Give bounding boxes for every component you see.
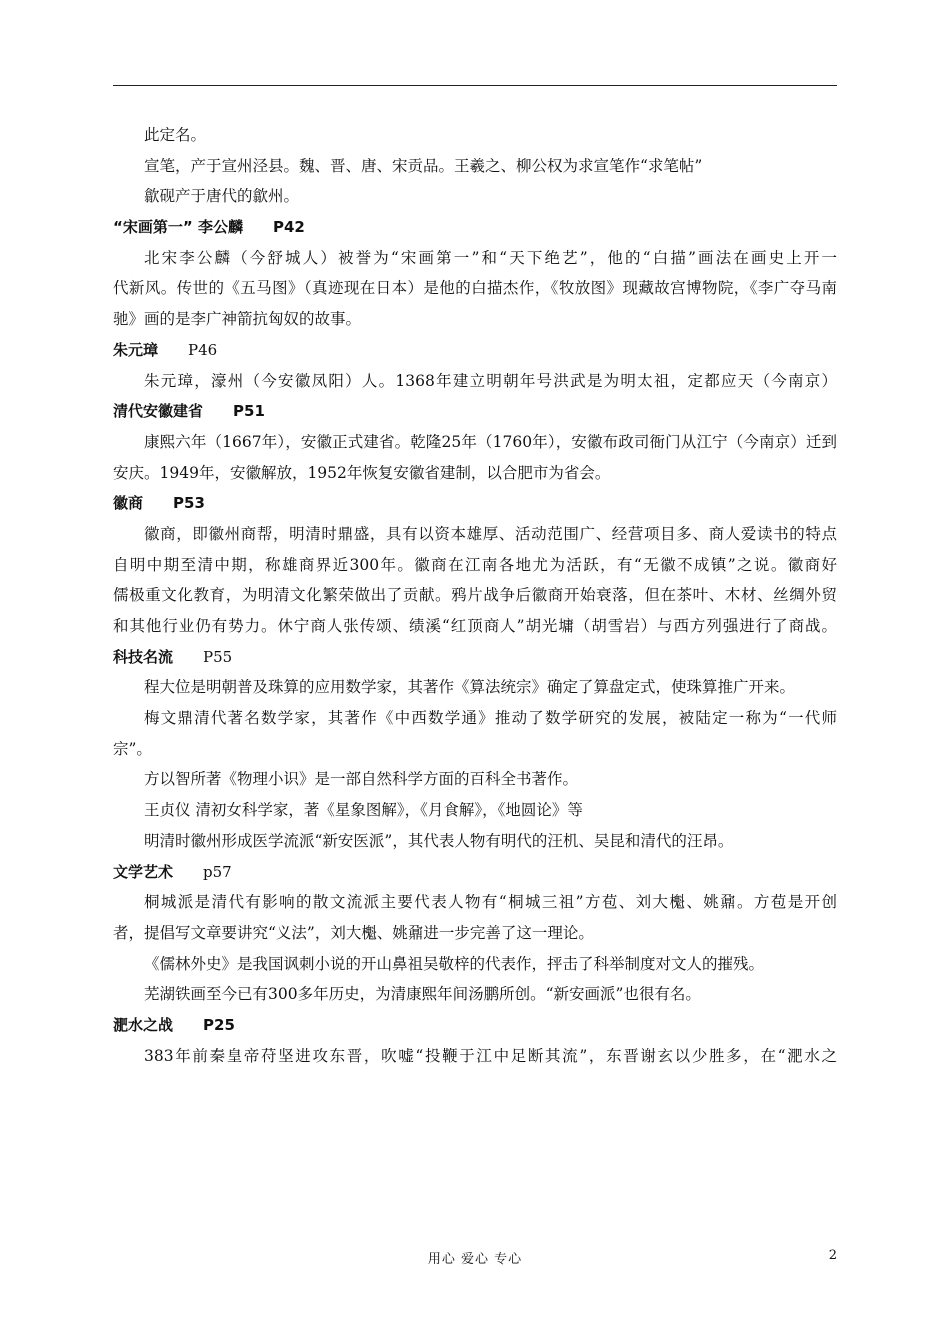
paragraph-continuation-line: 安庆。1949年，安徽解放，1952年恢复安徽省建制，以合肥市为省会。 bbox=[113, 463, 611, 482]
section-page-ref: P55 bbox=[203, 647, 233, 666]
section-page-ref: P53 bbox=[173, 494, 205, 513]
footer-motto: 用心 爱心 专心 bbox=[427, 1252, 523, 1267]
section-heading bbox=[113, 335, 837, 366]
paragraph-continuation-line: 宗”。 bbox=[113, 739, 152, 758]
section-page-ref: P51 bbox=[233, 402, 265, 421]
paragraph-line: 梅文鼎清代著名数学家，其著作《中西数学通》推动了数学研究的发展，被陆定一称为“一代师 bbox=[144, 709, 837, 728]
section-title: 清代安徽建省 bbox=[113, 402, 204, 421]
section-heading bbox=[113, 857, 837, 888]
paragraph-line: 桐城派是清代有影响的散文流派主要代表人物有“桐城三祖”方苞、刘大櫆、姚鼐。方苞是开创 bbox=[144, 893, 837, 912]
paragraph-line: 383年前秦皇帝苻坚进攻东晋，吹嘘“投鞭于江中足断其流”，东晋谢玄以少胜多，在“淝水之 bbox=[144, 1046, 837, 1065]
paragraph-line: 方以智所著《物理小识》是一部自然科学方面的百科全书著作。 bbox=[144, 770, 579, 789]
section-heading bbox=[113, 488, 837, 519]
section-page-ref: P42 bbox=[272, 218, 305, 237]
section-heading bbox=[113, 1010, 837, 1041]
section-page-ref: P46 bbox=[188, 340, 218, 359]
section-title: 文学艺术 bbox=[113, 862, 174, 881]
paragraph-continuation-line: 儒极重文化教育，为明清文化繁荣做出了贡献。鸦片战争后徽商开始衰落，但在茶叶、木材、丝绸外贸 bbox=[113, 586, 837, 605]
paragraph-continuation-line: 自明中期至清中期，称雄商界近300年。徽商在江南各地尤为活跃，有“无徽不成镇”之说。徽商好 bbox=[113, 555, 837, 574]
section-title: 徽商 bbox=[113, 494, 144, 513]
section-page-ref: p57 bbox=[203, 862, 232, 881]
header-rule bbox=[113, 85, 837, 86]
page-content bbox=[113, 120, 837, 1071]
paragraph-continuation-line: 驰》画的是李广神箭抗匈奴的故事。 bbox=[113, 310, 362, 329]
paragraph-line: 芜湖铁画至今已有300多年历史，为清康熙年间汤鹏所创。“新安画派”也很有名。 bbox=[144, 985, 701, 1004]
paragraph-line: 程大位是明朝普及珠算的应用数学家，其著作《算法统宗》确定了算盘定式，使珠算推广开来。 bbox=[144, 678, 796, 697]
page-number: 2 bbox=[828, 1248, 837, 1263]
paragraph-line: 康熙六年（1667年），安徽正式建省。乾隆25年（1760年），安徽布政司衙门从江宁（今南京）迁到 bbox=[144, 432, 837, 451]
paragraph-line: 此定名。 bbox=[144, 126, 207, 144]
section-heading bbox=[113, 212, 837, 243]
paragraph-continuation-line: 和其他行业仍有势力。休宁商人张传颂、绩溪“红顶商人”胡光墉（胡雪岩）与西方列强进行了商战。 bbox=[113, 617, 837, 635]
paragraph-line: 朱元璋，濠州（今安徽凤阳）人。1368年建立明朝年号洪武是为明太祖，定都应天（今南京） bbox=[144, 371, 837, 390]
section-title: “宋画第一” 李公麟 bbox=[113, 218, 243, 237]
paragraph-line: 明清时徽州形成医学流派“新安医派”，其代表人物有明代的汪机、吴昆和清代的汪昂。 bbox=[144, 831, 734, 850]
paragraph-line: 歙砚产于唐代的歙州。 bbox=[144, 187, 300, 206]
section-heading bbox=[113, 396, 837, 427]
paragraph-line: 徽商，即徽州商帮，明清时鼎盛，具有以资本雄厚、活动范围广、经营项目多、商人爱读书的特点 bbox=[144, 524, 837, 543]
section-title: 科技名流 bbox=[113, 647, 174, 666]
paragraph-line: 北宋李公麟（今舒城人）被誉为“宋画第一”和“天下绝艺”，他的“白描”画法在画史上开一 bbox=[144, 248, 837, 267]
section-title: 淝水之战 bbox=[113, 1015, 174, 1034]
section-heading bbox=[113, 642, 837, 673]
paragraph-line: 《儒林外史》是我国讽刺小说的开山鼻祖吴敬梓的代表作，抨击了科举制度对文人的摧残。 bbox=[144, 954, 765, 973]
paragraph-continuation-line: 代新风。传世的《五马图》（真迹现在日本）是他的白描杰作，《牧放图》现藏故宫博物院，《李广夺马南 bbox=[113, 279, 837, 298]
paragraph-line: 王贞仪 清初女科学家，著《星象图解》，《月食解》，《地圆论》等 bbox=[144, 801, 583, 820]
section-page-ref: P25 bbox=[203, 1015, 235, 1034]
section-title: 朱元璋 bbox=[113, 340, 159, 359]
paragraph-continuation-line: 者，提倡写文章要讲究“义法”，刘大櫆、姚鼐进一步完善了这一理论。 bbox=[113, 923, 594, 942]
paragraph-line: 宣笔，产于宣州泾县。魏、晋、唐、宋贡品。王羲之、柳公权为求宣笔作“求笔帖” bbox=[144, 156, 703, 175]
